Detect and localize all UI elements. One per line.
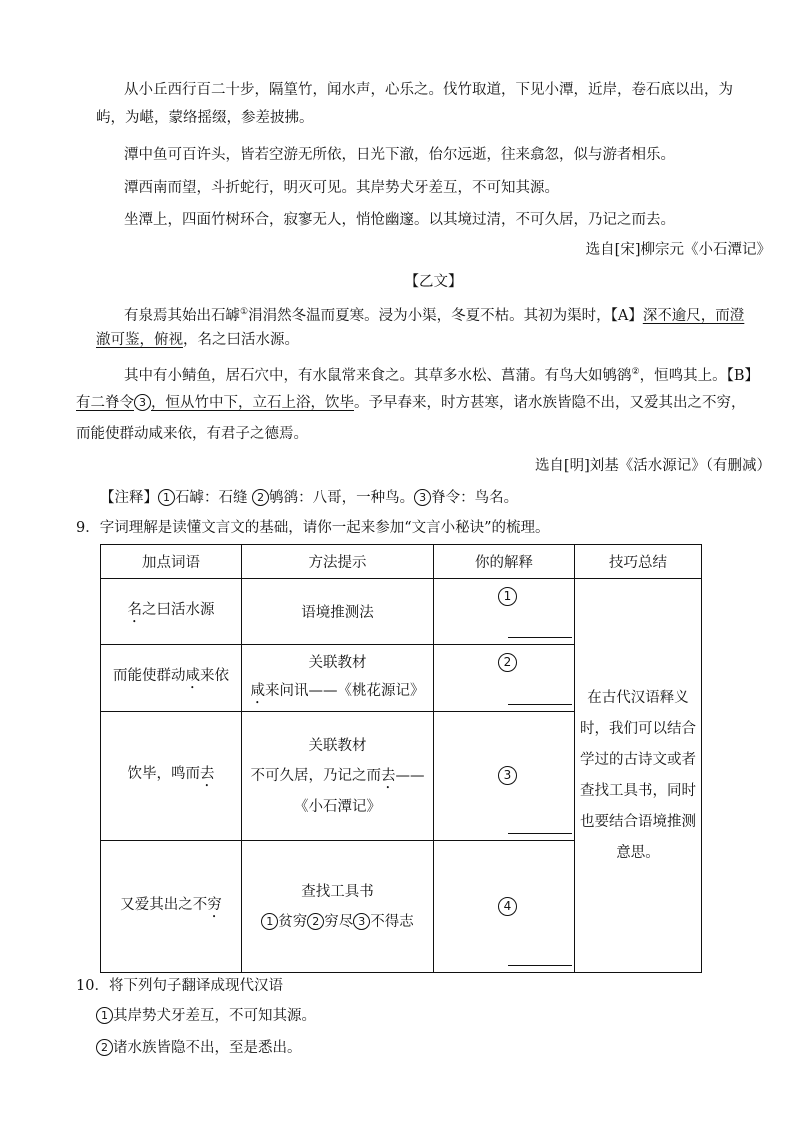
header-cell: 方法提示 bbox=[242, 545, 434, 579]
word-cell: 又爱其出之不穷 bbox=[101, 841, 242, 973]
method-cell: 查找工具书 1 贫穷 2 穷尽 3 不得志 bbox=[242, 841, 434, 973]
yi-p2-line1: 其中有小鲭鱼，居石穴中，有水鼠常来食之。其草多水松、菖蒲。有鸟大如鸲鹆②，恒鸣其上。【B】 bbox=[124, 367, 759, 384]
circled-number-3: 3 bbox=[134, 394, 151, 411]
header-cell: 技巧总结 bbox=[575, 545, 702, 579]
word-cell: 名之曰活水源 bbox=[101, 579, 242, 645]
answer-cell[interactable]: 2 bbox=[434, 645, 575, 712]
method-cell: 关联教材 不可久居，乃记之而去—— 《小石潭记》 bbox=[242, 712, 434, 841]
tips-cell: 在古代汉语释义时，我们可以结合学过的古诗文或者查找工具书，同时也要结合语境推测意思。 bbox=[575, 579, 702, 973]
yi-p1-line1: 有泉焉其始出石罅①涓涓然冬温而夏寒。浸为小渠，冬夏不枯。其初为渠时，【A】深不逾尺，而澄 bbox=[124, 307, 745, 324]
header-cell: 你的解释 bbox=[434, 545, 575, 579]
jia-p1-line2: 屿，为嵁，蒙络摇缀，参差披拂。 bbox=[96, 110, 314, 126]
question-10-item-1: 1 其岸势犬牙差互，不可知其源。 bbox=[96, 1006, 316, 1026]
answer-cell[interactable]: 4 bbox=[434, 841, 575, 973]
yi-source: 选自[明]刘基《活水源记》（有删减） bbox=[534, 458, 771, 474]
yi-p2-line3: 而能使群动咸来依，有君子之德焉。 bbox=[76, 426, 308, 442]
yi-title: 【乙文】 bbox=[404, 274, 463, 290]
table-header-row bbox=[101, 545, 702, 579]
jia-p2: 潭中鱼可百许头，皆若空游无所依，日光下澈，佁尔远逝，往来翕忽，似与游者相乐。 bbox=[124, 147, 675, 163]
method-cell: 关联教材 咸来问讯——《桃花源记》 bbox=[242, 645, 434, 712]
word-cell: 而能使群动咸来依 bbox=[101, 645, 242, 712]
annotations: 【注释】 1 石罅：石缝 2 鸲鹆：八哥，一种鸟。 3 脊令：鸟名。 bbox=[100, 490, 519, 506]
vocab-table bbox=[100, 544, 702, 973]
jia-p3: 潭西南而望，斗折蛇行，明灭可见。其岸势犬牙差互，不可知其源。 bbox=[124, 180, 559, 196]
answer-cell[interactable]: 3 bbox=[434, 712, 575, 841]
question-9-stem: 9．字词理解是读懂文言文的基础，请你一起来参加“文言小秘诀”的梳理。 bbox=[76, 520, 550, 536]
jia-source: 选自[宋]柳宗元《小石潭记》 bbox=[585, 242, 771, 258]
question-10-stem: 10．将下列句子翻译成现代汉语 bbox=[76, 978, 283, 994]
jia-p1-line1: 从小丘西行百二十步，隔篁竹，闻水声，心乐之。伐竹取道，下见小潭，近岸，卷石底以出，为 bbox=[124, 82, 733, 98]
word-cell: 饮毕，鸣而去 bbox=[101, 712, 242, 841]
header-cell: 加点词语 bbox=[101, 545, 242, 579]
table-row bbox=[101, 579, 702, 645]
method-cell: 语境推测法 bbox=[242, 579, 434, 645]
question-10-item-2: 2 诸水族皆隐不出，至是悉出。 bbox=[96, 1038, 302, 1058]
yi-p2-line2: 有二脊令 3 ，恒从竹中下，立石上浴，饮毕。予早春来，时方甚寒，诸水族皆隐不出，又爱其出之不穷， bbox=[76, 395, 746, 411]
yi-p1-line2: 澈可鉴，俯视，名之曰活水源。 bbox=[96, 332, 299, 348]
jia-p4: 坐潭上，四面竹树环合，寂寥无人，悄怆幽邃。以其境过清，不可久居，乃记之而去。 bbox=[124, 212, 675, 228]
answer-cell[interactable]: 1 bbox=[434, 579, 575, 645]
